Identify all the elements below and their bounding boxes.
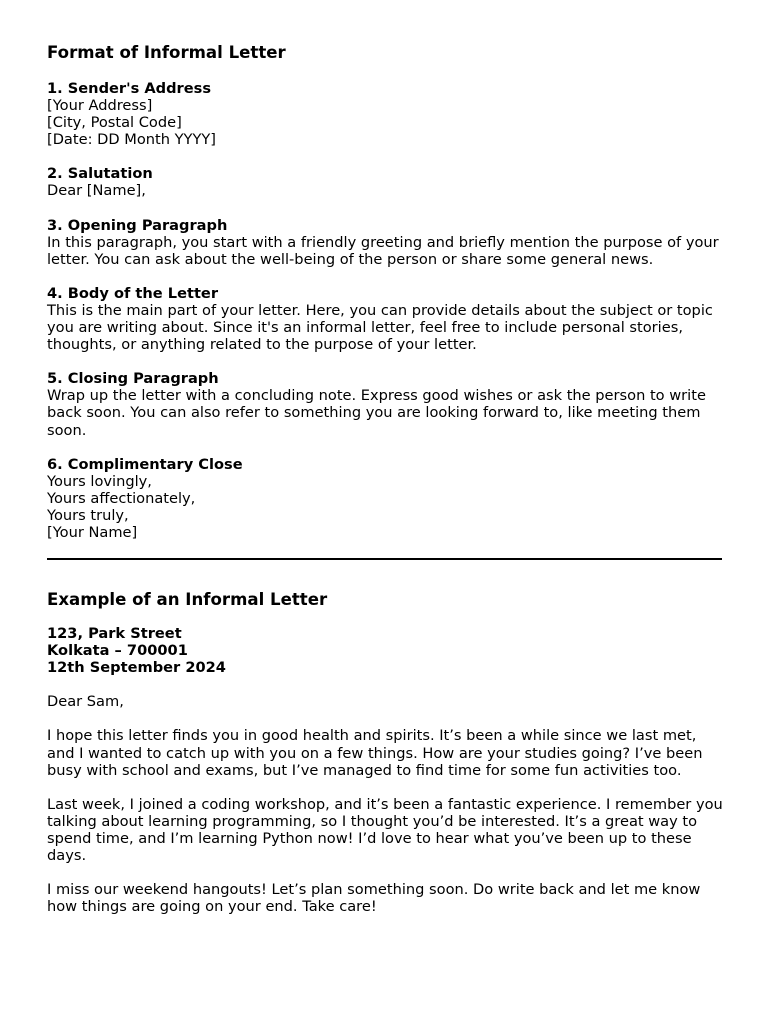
address-line: 123, Park Street xyxy=(47,625,182,643)
section-line: Yours lovingly, xyxy=(47,472,152,490)
section-paragraph: Wrap up the letter with a concluding note. Express good wishes or ask the person to write back soon. You can also refer to something you are looking forward to, like meeting them soon. xyxy=(47,387,706,439)
section-heading: 3. Opening Paragraph xyxy=(47,216,228,234)
section-line: [Your Name] xyxy=(47,523,138,541)
letter-paragraph: I miss our weekend hangouts! Let’s plan something soon. Do write back and let me know how things are going on your end. Take care! xyxy=(47,881,701,916)
letter-greeting: Dear Sam, xyxy=(47,693,124,711)
section-line: [Your Address] xyxy=(47,97,153,115)
address-line: Kolkata – 700001 xyxy=(47,642,188,660)
section-line: [Date: DD Month YYYY] xyxy=(47,131,216,149)
sender-address xyxy=(47,625,727,676)
section-opening-paragraph xyxy=(47,217,727,268)
section-closing-paragraph xyxy=(47,370,727,438)
example-title: Example of an Informal Letter xyxy=(47,590,328,610)
section-heading: 5. Closing Paragraph xyxy=(47,370,219,388)
section-heading: 4. Body of the Letter xyxy=(47,284,219,302)
section-senders-address xyxy=(47,80,727,148)
document-page xyxy=(47,43,727,915)
section-complimentary-close xyxy=(47,456,727,541)
section-heading: 2. Salutation xyxy=(47,165,153,183)
section-heading: 1. Sender's Address xyxy=(47,80,212,97)
section-paragraph: This is the main part of your letter. Here, you can provide details about the subject or topic you are writing about. Since it's an informal letter, feel free to include personal stories, thoughts, or anything related to the purpose of your letter. xyxy=(47,301,713,354)
section-line: Yours truly, xyxy=(47,506,129,524)
letter-paragraph: Last week, I joined a coding workshop, and it’s been a fantastic experience. I remember you talking about learning programming, so I thought you’d be interested. It’s a great way to spend time, and I’m learning Python now! I’d love to hear what you’ve been up to these days. xyxy=(47,795,723,864)
section-divider xyxy=(47,558,722,560)
section-salutation xyxy=(47,165,727,199)
letter-paragraph: I hope this letter finds you in good health and spirits. It’s been a while since we last met, and I wanted to catch up with you on a few things. How are your studies going? I’ve been busy with school and exams, but I’ve managed to find time for some fun activities too. xyxy=(47,727,703,779)
address-date: 12th September 2024 xyxy=(47,659,226,677)
section-paragraph: In this paragraph, you start with a friendly greeting and briefly mention the purpose of your letter. You can ask about the well-being of the person or share some general news. xyxy=(47,233,719,268)
section-body-of-letter xyxy=(47,285,727,353)
section-heading: 6. Complimentary Close xyxy=(47,455,243,473)
section-line: Dear [Name], xyxy=(47,182,146,200)
format-title: Format of Informal Letter xyxy=(47,43,286,62)
section-line: Yours affectionately, xyxy=(47,489,196,507)
section-line: [City, Postal Code] xyxy=(47,114,182,132)
